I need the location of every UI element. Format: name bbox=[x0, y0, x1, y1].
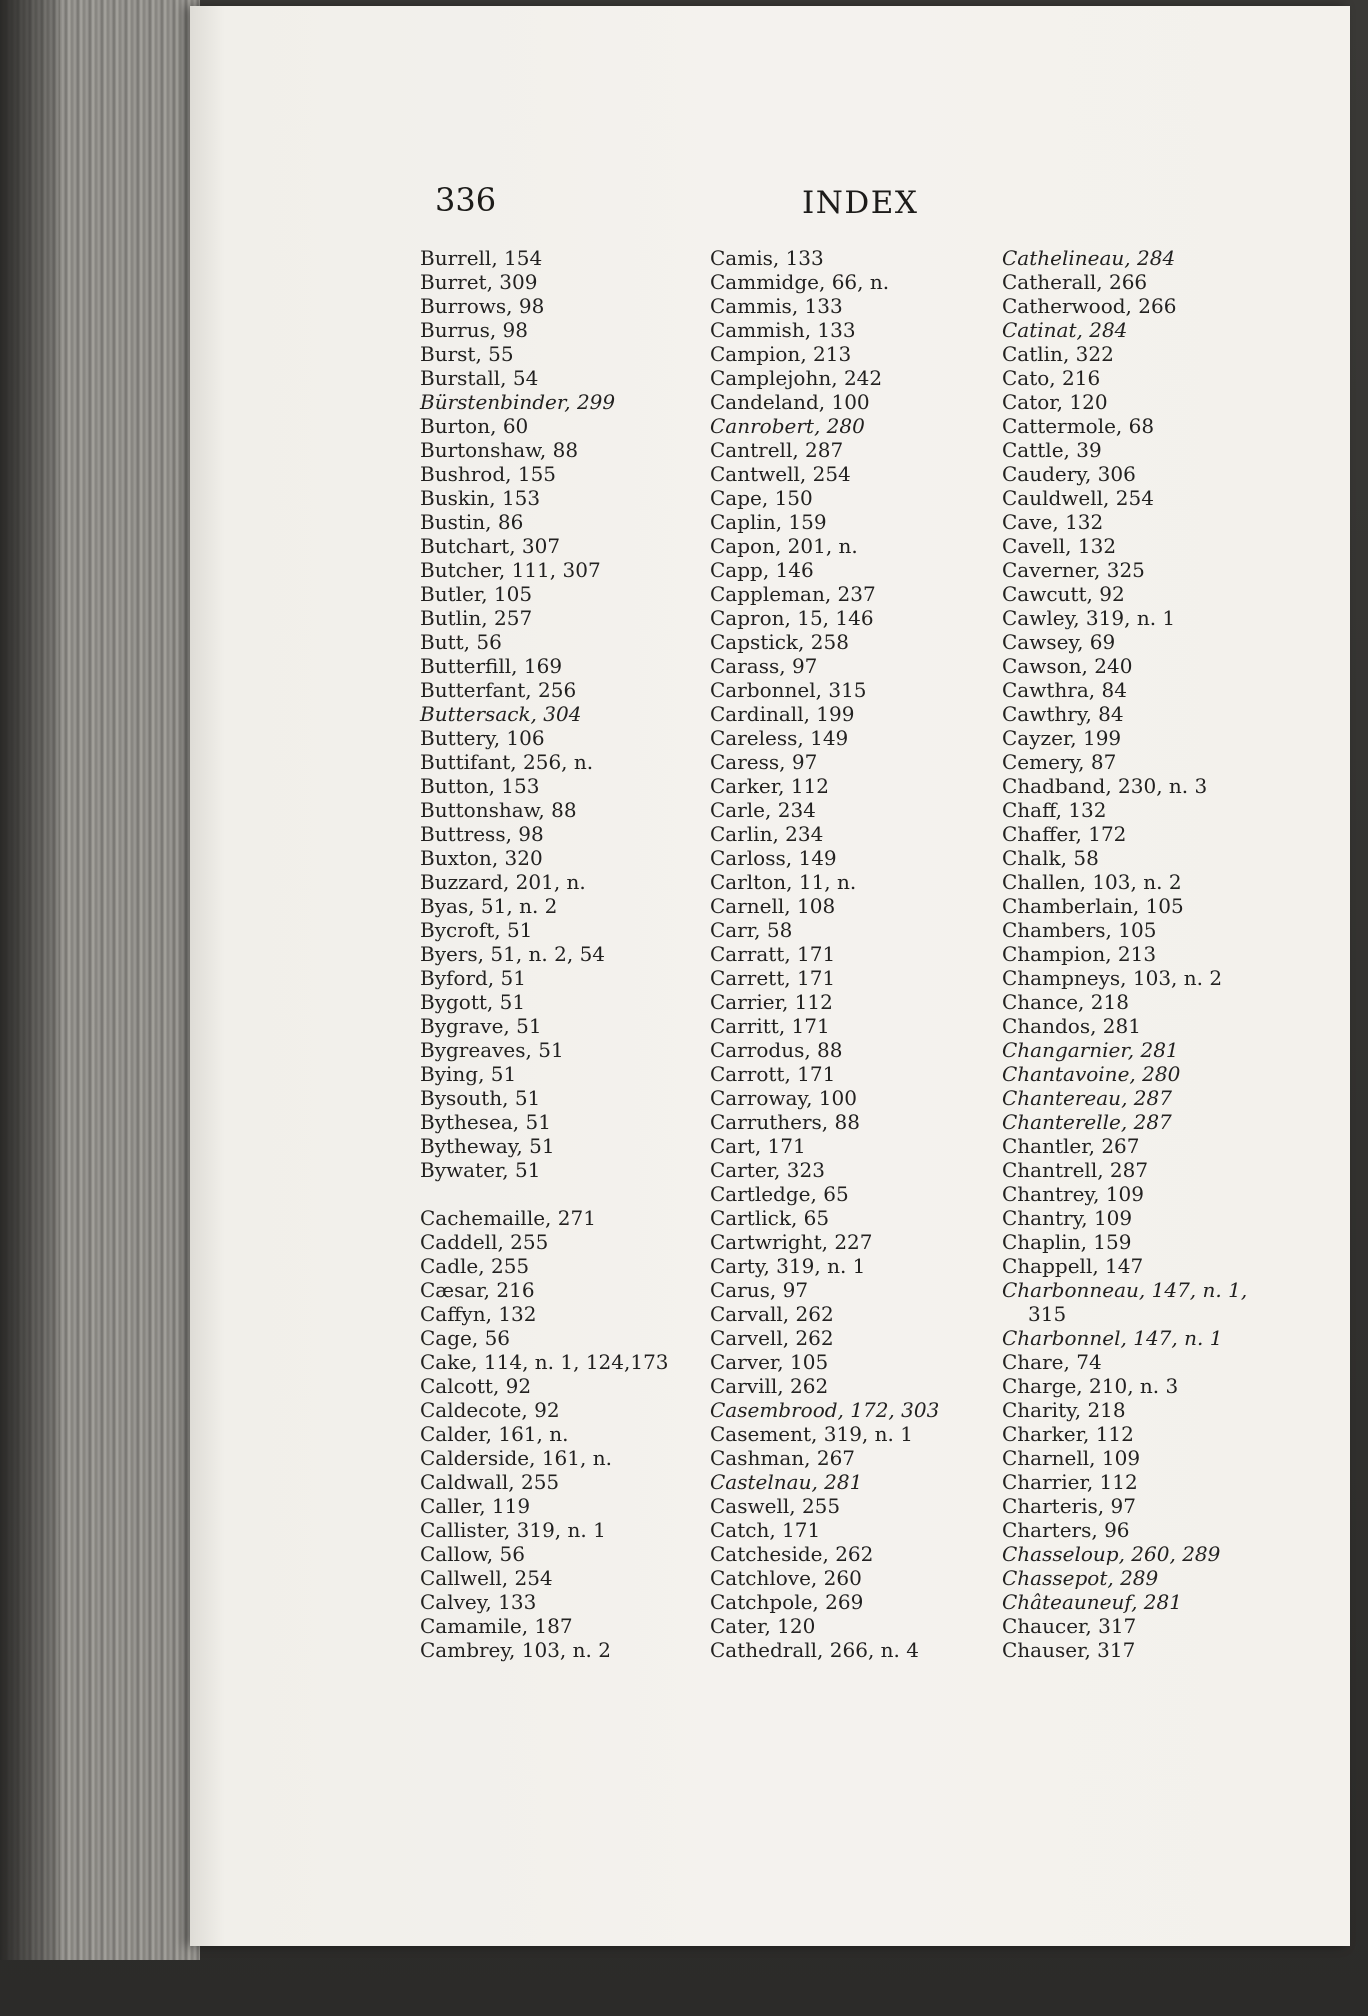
index-entry: Cawsey, 69 bbox=[1002, 630, 1116, 654]
index-entry: Chandos, 281 bbox=[1002, 1014, 1141, 1038]
index-entry: Capp, 146 bbox=[710, 558, 814, 582]
index-entry: Castelnau, 281 bbox=[710, 1470, 863, 1494]
index-entry: Catherwood, 266 bbox=[1002, 294, 1177, 318]
index-entry: Byford, 51 bbox=[420, 966, 526, 990]
index-entry: Byas, 51, n. 2 bbox=[420, 894, 558, 918]
index-entry: Chambers, 105 bbox=[1002, 918, 1157, 942]
index-entry: Carnell, 108 bbox=[710, 894, 836, 918]
index-entry: Calder, 161, n. bbox=[420, 1422, 569, 1446]
index-entry: Carruthers, 88 bbox=[710, 1110, 860, 1134]
index-entry: Catinat, 284 bbox=[1002, 318, 1128, 342]
index-entry: Cardinall, 199 bbox=[710, 702, 855, 726]
running-head bbox=[190, 181, 1350, 231]
index-entry: Butt, 56 bbox=[420, 630, 502, 654]
index-entry: Buttress, 98 bbox=[420, 822, 544, 846]
index-entry: Calderside, 161, n. bbox=[420, 1446, 612, 1470]
index-entry: Burrell, 154 bbox=[420, 246, 543, 270]
index-entry: Candeland, 100 bbox=[710, 390, 870, 414]
index-entry: Charker, 112 bbox=[1002, 1422, 1134, 1446]
index-column-2 bbox=[710, 246, 1000, 1662]
index-entry: Cart, 171 bbox=[710, 1134, 806, 1158]
index-entry: Chantrell, 287 bbox=[1002, 1158, 1149, 1182]
index-entry: Champion, 213 bbox=[1002, 942, 1157, 966]
index-entry: Carus, 97 bbox=[710, 1278, 809, 1302]
index-entry: Camplejohn, 242 bbox=[710, 366, 883, 390]
index-entry: Chaff, 132 bbox=[1002, 798, 1107, 822]
index-entry: Casement, 319, n. 1 bbox=[710, 1422, 913, 1446]
index-spacer bbox=[420, 1182, 710, 1206]
index-entry: Cawthry, 84 bbox=[1002, 702, 1124, 726]
index-entry: Carrodus, 88 bbox=[710, 1038, 843, 1062]
index-entry: Bycroft, 51 bbox=[420, 918, 533, 942]
index-entry: Burton, 60 bbox=[420, 414, 529, 438]
index-entry: Carroway, 100 bbox=[710, 1086, 857, 1110]
index-column-1 bbox=[420, 246, 710, 1662]
index-entry: Cæsar, 216 bbox=[420, 1278, 535, 1302]
index-entry: Bygrave, 51 bbox=[420, 1014, 542, 1038]
index-entry: Cauldwell, 254 bbox=[1002, 486, 1154, 510]
index-entry: Carvell, 262 bbox=[710, 1326, 834, 1350]
index-entry: Catlin, 322 bbox=[1002, 342, 1114, 366]
index-entry: Cartlick, 65 bbox=[710, 1206, 830, 1230]
index-entry: Charity, 218 bbox=[1002, 1398, 1126, 1422]
index-entry: Chantler, 267 bbox=[1002, 1134, 1140, 1158]
index-entry: Callwell, 254 bbox=[420, 1566, 553, 1590]
index-entry: Caffyn, 132 bbox=[420, 1302, 537, 1326]
index-entry: Caddell, 255 bbox=[420, 1230, 549, 1254]
index-entry: Cantwell, 254 bbox=[710, 462, 851, 486]
index-entry: Cato, 216 bbox=[1002, 366, 1101, 390]
index-entry: Bygott, 51 bbox=[420, 990, 526, 1014]
index-entry: Châteauneuf, 281 bbox=[1002, 1590, 1182, 1614]
index-entry: Carrett, 171 bbox=[710, 966, 836, 990]
index-entry: Chantavoine, 280 bbox=[1002, 1062, 1181, 1086]
index-entry: Charrier, 112 bbox=[1002, 1470, 1138, 1494]
index-entry: Carr, 58 bbox=[710, 918, 793, 942]
index-entry: 315 bbox=[1028, 1302, 1067, 1326]
index-entry: Carrott, 171 bbox=[710, 1062, 836, 1086]
index-entry: Cape, 150 bbox=[710, 486, 813, 510]
index-entry: Cator, 120 bbox=[1002, 390, 1108, 414]
index-entry: Chasseloup, 260, 289 bbox=[1002, 1542, 1221, 1566]
index-entry: Chaffer, 172 bbox=[1002, 822, 1127, 846]
index-entry: Byers, 51, n. 2, 54 bbox=[420, 942, 606, 966]
index-entry: Cammidge, 66, n. bbox=[710, 270, 890, 294]
index-entry: Chaucer, 317 bbox=[1002, 1614, 1137, 1638]
index-entry: Bygreaves, 51 bbox=[420, 1038, 564, 1062]
index-entry: Careless, 149 bbox=[710, 726, 849, 750]
index-entry: Cake, 114, n. 1, 124,173 bbox=[420, 1350, 669, 1374]
index-entry: Burret, 309 bbox=[420, 270, 538, 294]
index-entry: Campion, 213 bbox=[710, 342, 852, 366]
index-entry: Bythesea, 51 bbox=[420, 1110, 551, 1134]
index-entry: Charge, 210, n. 3 bbox=[1002, 1374, 1179, 1398]
index-entry: Chanterelle, 287 bbox=[1002, 1110, 1172, 1134]
index-entry: Chantereau, 287 bbox=[1002, 1086, 1172, 1110]
index-entry: Carver, 105 bbox=[710, 1350, 829, 1374]
index-entry: Bysouth, 51 bbox=[420, 1086, 541, 1110]
index-entry: Chaplin, 159 bbox=[1002, 1230, 1132, 1254]
index-entry: Bying, 51 bbox=[420, 1062, 517, 1086]
index-entry: Challen, 103, n. 2 bbox=[1002, 870, 1182, 894]
index-entry: Chauser, 317 bbox=[1002, 1638, 1136, 1662]
index-entry: Calcott, 92 bbox=[420, 1374, 532, 1398]
index-entry: Callister, 319, n. 1 bbox=[420, 1518, 606, 1542]
index-entry: Capon, 201, n. bbox=[710, 534, 858, 558]
index-entry: Changarnier, 281 bbox=[1002, 1038, 1179, 1062]
book-edge-shadow bbox=[0, 0, 60, 1960]
index-entry: Caplin, 159 bbox=[710, 510, 827, 534]
index-entry: Charbonneau, 147, n. 1, bbox=[1002, 1278, 1248, 1302]
index-entry: Carratt, 171 bbox=[710, 942, 836, 966]
index-entry: Buttonshaw, 88 bbox=[420, 798, 577, 822]
index-entry: Chantry, 109 bbox=[1002, 1206, 1133, 1230]
index-entry: Caudery, 306 bbox=[1002, 462, 1136, 486]
index-entry: Caress, 97 bbox=[710, 750, 818, 774]
index-entry: Capron, 15, 146 bbox=[710, 606, 874, 630]
index-entry: Cammish, 133 bbox=[710, 318, 856, 342]
index-page bbox=[190, 6, 1350, 1946]
index-column-3 bbox=[1002, 246, 1292, 1662]
index-entry: Bytheway, 51 bbox=[420, 1134, 555, 1158]
index-entry: Burstall, 54 bbox=[420, 366, 539, 390]
index-entry: Bürstenbinder, 299 bbox=[420, 390, 616, 414]
index-entry: Cappleman, 237 bbox=[710, 582, 876, 606]
index-entry: Carloss, 149 bbox=[710, 846, 837, 870]
index-entry: Butterfant, 256 bbox=[420, 678, 577, 702]
index-entry: Buttery, 106 bbox=[420, 726, 545, 750]
index-entry: Charteris, 97 bbox=[1002, 1494, 1136, 1518]
index-entry: Catchlove, 260 bbox=[710, 1566, 862, 1590]
index-entry: Cage, 56 bbox=[420, 1326, 511, 1350]
index-entry: Butler, 105 bbox=[420, 582, 533, 606]
index-entry: Carle, 234 bbox=[710, 798, 816, 822]
index-entry: Carbonnel, 315 bbox=[710, 678, 867, 702]
index-entry: Cawson, 240 bbox=[1002, 654, 1133, 678]
index-entry: Cayzer, 199 bbox=[1002, 726, 1122, 750]
index-entry: Cartwright, 227 bbox=[710, 1230, 873, 1254]
index-entry: Cawcutt, 92 bbox=[1002, 582, 1125, 606]
index-entry: Cattle, 39 bbox=[1002, 438, 1102, 462]
index-entry: Cemery, 87 bbox=[1002, 750, 1117, 774]
index-entry: Cathedrall, 266, n. 4 bbox=[710, 1638, 919, 1662]
index-entry: Buzzard, 201, n. bbox=[420, 870, 586, 894]
index-entry: Charters, 96 bbox=[1002, 1518, 1130, 1542]
index-entry: Chamberlain, 105 bbox=[1002, 894, 1184, 918]
index-entry: Calvey, 133 bbox=[420, 1590, 537, 1614]
index-entry: Cattermole, 68 bbox=[1002, 414, 1155, 438]
index-entry: Callow, 56 bbox=[420, 1542, 525, 1566]
index-entry: Carvall, 262 bbox=[710, 1302, 834, 1326]
index-entry: Carker, 112 bbox=[710, 774, 829, 798]
index-entry: Buxton, 320 bbox=[420, 846, 543, 870]
index-entry: Chare, 74 bbox=[1002, 1350, 1102, 1374]
index-entry: Cammis, 133 bbox=[710, 294, 843, 318]
index-entry: Chalk, 58 bbox=[1002, 846, 1099, 870]
page-number: 336 bbox=[435, 181, 497, 219]
index-entry: Cashman, 267 bbox=[710, 1446, 856, 1470]
index-entry: Carlton, 11, n. bbox=[710, 870, 857, 894]
index-entry: Carass, 97 bbox=[710, 654, 818, 678]
index-entry: Caverner, 325 bbox=[1002, 558, 1145, 582]
index-entry: Butlin, 257 bbox=[420, 606, 533, 630]
index-entry: Carlin, 234 bbox=[710, 822, 824, 846]
index-entry: Carty, 319, n. 1 bbox=[710, 1254, 866, 1278]
index-entry: Butterfill, 169 bbox=[420, 654, 563, 678]
index-entry: Button, 153 bbox=[420, 774, 540, 798]
index-entry: Cawley, 319, n. 1 bbox=[1002, 606, 1176, 630]
index-entry: Caswell, 255 bbox=[710, 1494, 841, 1518]
index-entry: Cambrey, 103, n. 2 bbox=[420, 1638, 611, 1662]
index-entry: Burst, 55 bbox=[420, 342, 514, 366]
index-entry: Capstick, 258 bbox=[710, 630, 849, 654]
index-entry: Chantrey, 109 bbox=[1002, 1182, 1144, 1206]
index-entry: Catchpole, 269 bbox=[710, 1590, 864, 1614]
index-entry: Bushrod, 155 bbox=[420, 462, 557, 486]
index-entry: Carvill, 262 bbox=[710, 1374, 829, 1398]
index-entry: Chassepot, 289 bbox=[1002, 1566, 1159, 1590]
index-entry: Champneys, 103, n. 2 bbox=[1002, 966, 1223, 990]
index-entry: Casembrood, 172, 303 bbox=[710, 1398, 940, 1422]
index-entry: Camamile, 187 bbox=[420, 1614, 573, 1638]
index-entry: Caller, 119 bbox=[420, 1494, 531, 1518]
index-entry: Cater, 120 bbox=[710, 1614, 816, 1638]
index-entry: Cachemaille, 271 bbox=[420, 1206, 596, 1230]
index-entry: Cawthra, 84 bbox=[1002, 678, 1127, 702]
index-entry: Bustin, 86 bbox=[420, 510, 524, 534]
index-entry: Catch, 171 bbox=[710, 1518, 821, 1542]
index-entry: Burrows, 98 bbox=[420, 294, 545, 318]
index-entry: Charbonnel, 147, n. 1 bbox=[1002, 1326, 1223, 1350]
index-entry: Chance, 218 bbox=[1002, 990, 1129, 1014]
index-entry: Cathelineau, 284 bbox=[1002, 246, 1176, 270]
index-entry: Bywater, 51 bbox=[420, 1158, 541, 1182]
index-entry: Butchart, 307 bbox=[420, 534, 561, 558]
index-entry: Charnell, 109 bbox=[1002, 1446, 1141, 1470]
page-title: INDEX bbox=[802, 185, 919, 221]
index-entry: Burtonshaw, 88 bbox=[420, 438, 579, 462]
index-entry: Carter, 323 bbox=[710, 1158, 825, 1182]
index-entry: Carrier, 112 bbox=[710, 990, 833, 1014]
index-entry: Burrus, 98 bbox=[420, 318, 529, 342]
index-entry: Cantrell, 287 bbox=[710, 438, 844, 462]
index-entry: Cavell, 132 bbox=[1002, 534, 1117, 558]
index-entry: Buttifant, 256, n. bbox=[420, 750, 594, 774]
index-entry: Buskin, 153 bbox=[420, 486, 541, 510]
index-entry: Cartledge, 65 bbox=[710, 1182, 849, 1206]
index-entry: Cave, 132 bbox=[1002, 510, 1104, 534]
index-entry: Chappell, 147 bbox=[1002, 1254, 1144, 1278]
index-entry: Caldwall, 255 bbox=[420, 1470, 560, 1494]
index-entry: Catcheside, 262 bbox=[710, 1542, 874, 1566]
index-entry: Camis, 133 bbox=[710, 246, 824, 270]
index-entry: Carritt, 171 bbox=[710, 1014, 830, 1038]
index-entry: Chadband, 230, n. 3 bbox=[1002, 774, 1208, 798]
index-entry: Caldecote, 92 bbox=[420, 1398, 560, 1422]
index-entry: Butcher, 111, 307 bbox=[420, 558, 601, 582]
index-entry: Canrobert, 280 bbox=[710, 414, 865, 438]
index-entry: Buttersack, 304 bbox=[420, 702, 582, 726]
index-entry: Cadle, 255 bbox=[420, 1254, 530, 1278]
index-entry: Catherall, 266 bbox=[1002, 270, 1148, 294]
